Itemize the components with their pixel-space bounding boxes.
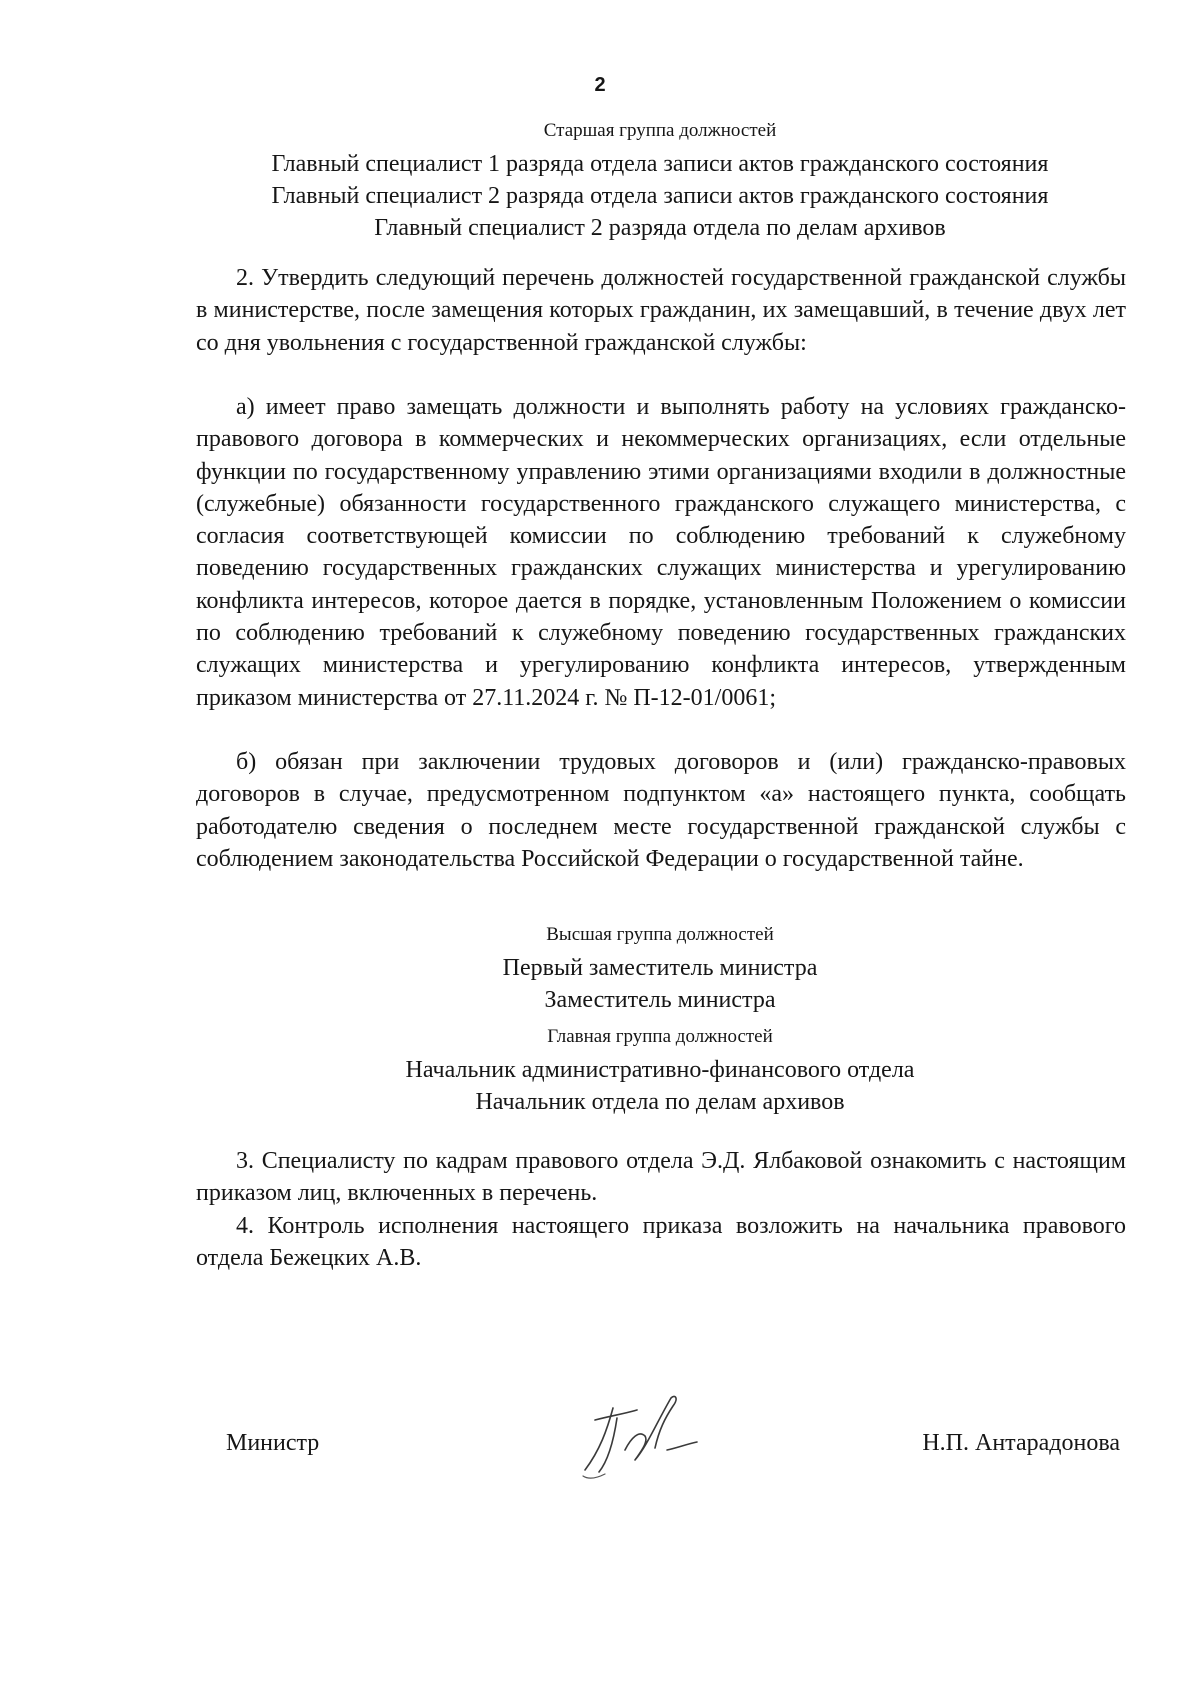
paragraph-subitem-a: а) имеет право замещать должности и выполнять работу на условиях гражданско-правового договора в коммерческих и некоммерческих организациях, если отдельные функции по государственному управлению этими организациями входили в должностные (служебные) обязанности государственного гражданского служащего министерства, с согласия соответствующей комиссии по соблюдению требований к служебному поведению государственных гражданских служащих министерства и урегулированию конфликта интересов, которое дается в порядке, установленным Положением о комиссии по соблюдению требований к служебному поведению государственных гражданских служащих министерства и урегулированию конфликта интересов, утвержденным приказом министерства от 27.11.2024 г. № П-12-01/0061; (196, 394, 1126, 711)
group-title: Главная группа должностей (547, 1026, 773, 1047)
paragraph-subitem-b: б) обязан при заключении трудовых договоров и (или) гражданско-правовых договоров в случае, предусмотренном подпунктом «а» настоящего пункта, сообщать работодателю сведения о последнем месте государственной гражданской службы с соблюдением законодательства Российской Федерации о государственной тайне. (196, 749, 1126, 872)
position-line: Главный специалист 2 разряда отдела по делам архивов (374, 215, 946, 241)
paragraph-item-4: 4. Контроль исполнения настоящего приказа возложить на начальника правового отдела Бежецких А.В. (196, 1213, 1126, 1272)
position-line: Главный специалист 1 разряда отдела записи актов гражданского состояния (271, 151, 1049, 177)
signatory-title: Министр (226, 1430, 320, 1456)
position-line: Начальник отдела по делам архивов (475, 1089, 845, 1115)
position-line: Начальник административно-финансового отдела (405, 1057, 915, 1083)
signatory-name: Н.П. Антарадонова (922, 1430, 1120, 1456)
highest-group-block (190, 922, 1130, 1016)
paragraph-item-3: 3. Специалисту по кадрам правового отдела Э.Д. Ялбаковой ознакомить с настоящим приказом лиц, включенных в перечень. (196, 1148, 1126, 1207)
position-line: Заместитель министра (544, 987, 776, 1013)
group-title: Высшая группа должностей (546, 924, 774, 945)
main-group-block (190, 1024, 1130, 1118)
position-line: Главный специалист 2 разряда отдела записи актов гражданского состояния (271, 183, 1049, 209)
page-number: 2 (594, 74, 606, 96)
senior-group-block (190, 118, 1130, 244)
group-title: Старшая группа должностей (543, 120, 777, 141)
signature-block (0, 1420, 1200, 1480)
paragraph-item-2: 2. Утвердить следующий перечень должностей государственной гражданской службы в министерстве, после замещения которых гражданин, их замещавший, в течение двух лет со дня увольнения с государственной гражданской службы: (196, 265, 1126, 356)
handwritten-signature (555, 1390, 725, 1490)
position-line: Первый заместитель министра (502, 955, 818, 981)
